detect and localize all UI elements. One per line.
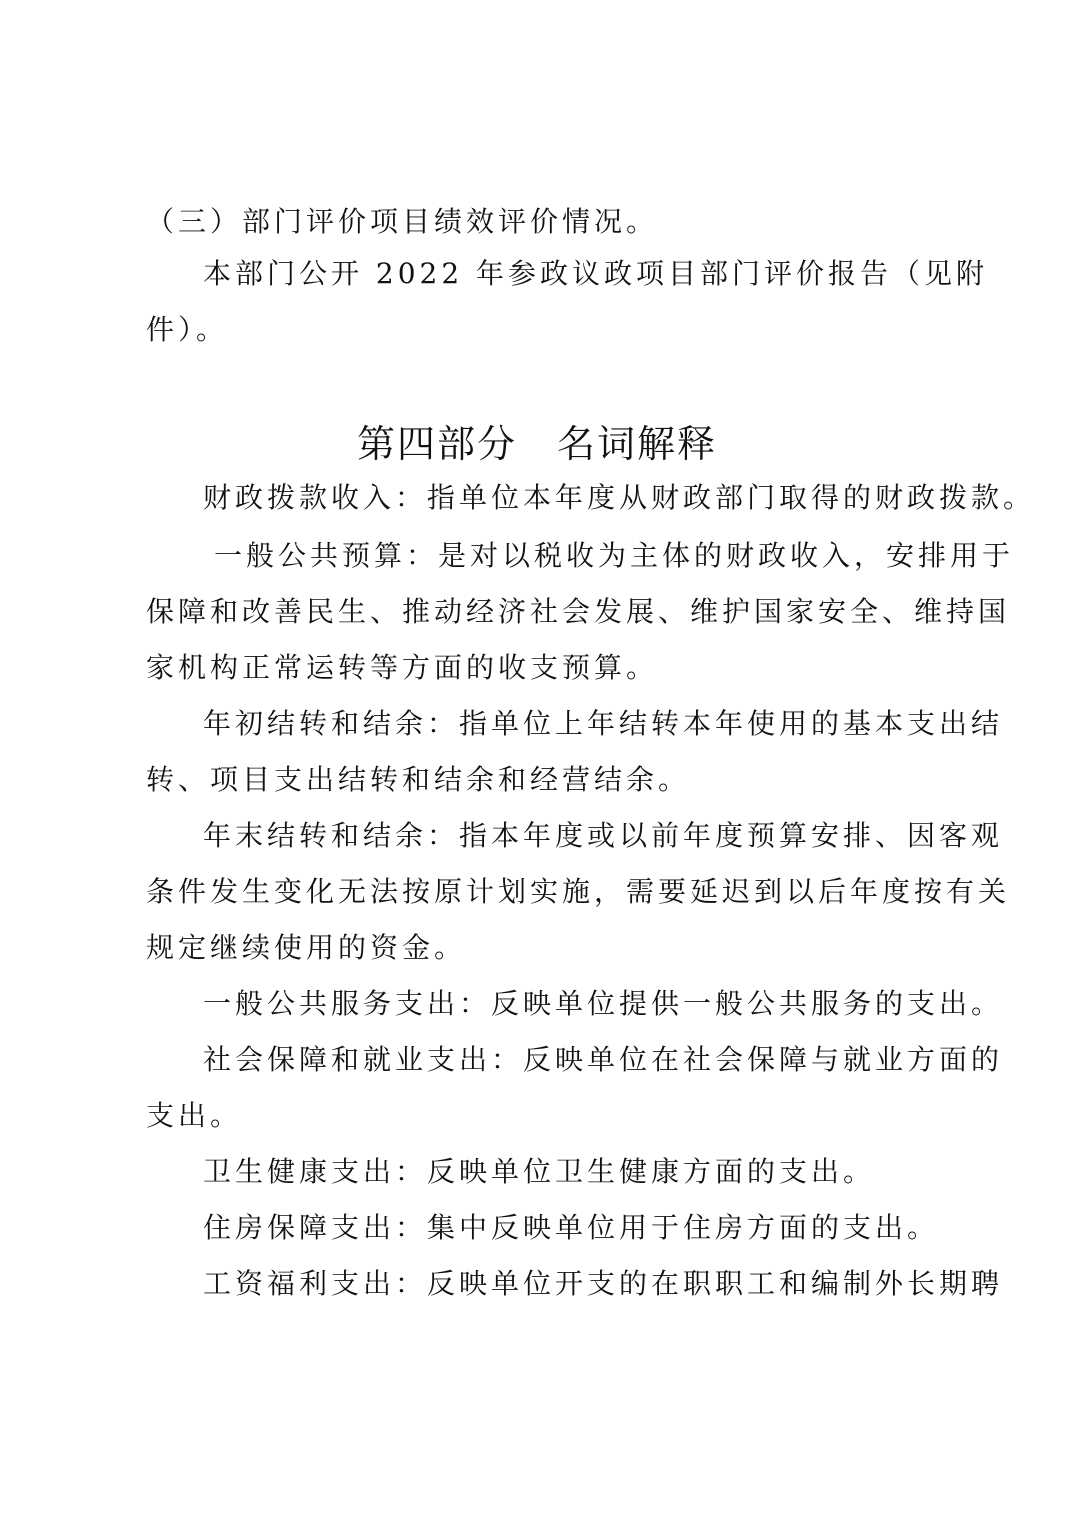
definition-health-expenditure: 卫生健康支出：反映单位卫生健康方面的支出。 <box>203 1155 876 1188</box>
definition-general-public-budget-line-3: 家机构正常运转等方面的收支预算。 <box>146 651 659 684</box>
definition-general-public-budget-line-1: 一般公共预算：是对以税收为主体的财政收入，安排用于 <box>214 539 1015 572</box>
section-3-paragraph-line-2: 件）。 <box>146 313 229 346</box>
definition-social-security-line-1: 社会保障和就业支出：反映单位在社会保障与就业方面的 <box>203 1043 1004 1076</box>
definition-opening-carryover-line-2: 转、项目支出结转和结余和经营结余。 <box>146 763 691 796</box>
definition-social-security-line-2: 支出。 <box>146 1099 243 1132</box>
part-4-heading: 第四部分 名词解释 <box>356 422 717 466</box>
definition-opening-carryover-line-1: 年初结转和结余：指单位上年结转本年使用的基本支出结 <box>203 707 1004 740</box>
definition-closing-carryover-line-2: 条件发生变化无法按原计划实施，需要延迟到以后年度按有关 <box>146 875 1011 908</box>
definition-closing-carryover-line-3: 规定继续使用的资金。 <box>146 931 467 964</box>
definition-housing-security: 住房保障支出：集中反映单位用于住房方面的支出。 <box>203 1211 940 1244</box>
definition-general-public-services: 一般公共服务支出：反映单位提供一般公共服务的支出。 <box>203 987 1004 1020</box>
definition-wages-welfare: 工资福利支出：反映单位开支的在职职工和编制外长期聘 <box>203 1267 1004 1300</box>
section-3-title: （三）部门评价项目绩效评价情况。 <box>146 205 659 238</box>
definition-general-public-budget-line-2: 保障和改善民生、推动经济社会发展、维护国家安全、维持国 <box>146 595 1011 628</box>
section-3-paragraph-line-1: 本部门公开 2022 年参政议政项目部门评价报告（见附 <box>203 257 989 290</box>
definition-closing-carryover-line-1: 年末结转和结余：指本年度或以前年度预算安排、因客观 <box>203 819 1004 852</box>
definition-fiscal-appropriation-income: 财政拨款收入：指单位本年度从财政部门取得的财政拨款。 <box>203 481 1036 514</box>
